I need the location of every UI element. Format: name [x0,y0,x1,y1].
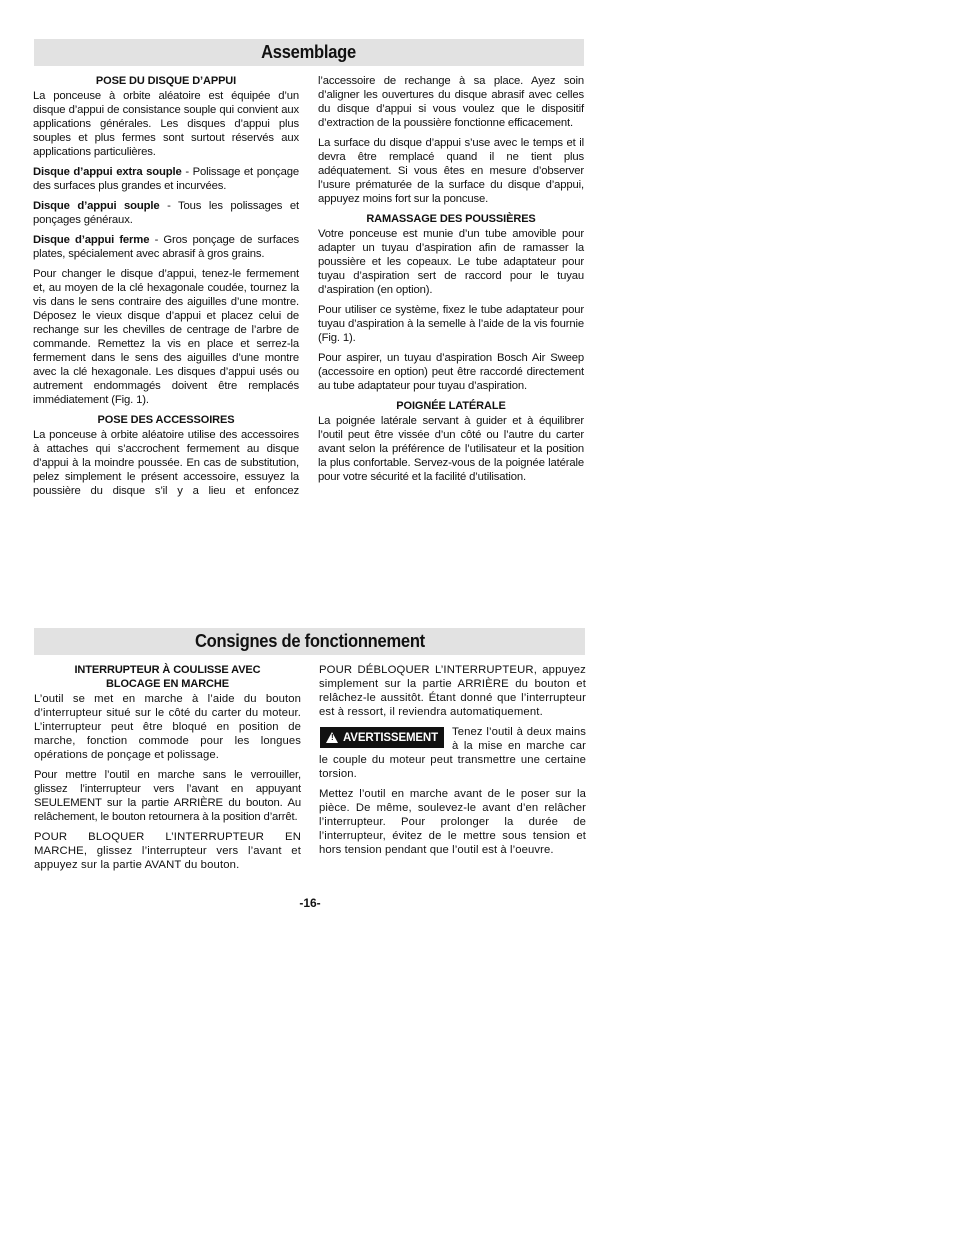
extra-souple-text: - Polissage et ponçage des surfaces plus grandes et incurvées. [33,166,299,192]
accessoire-continuation-paragraph: l’accessoire de rechange à sa place. Ayez soin d’aligner les ouvertures du disque abrasif avec celles du disque d’appui si vous voulez que le dispositif d’extraction de la poussière fonctionne efficacement. [318,75,584,129]
assemblage-title: Assemblage [261,42,357,62]
consignes-right-column [319,663,586,863]
warning-block [319,725,586,781]
debloquer-paragraph: POUR DÉBLOQUER L’INTERRUPTEUR, appuyez simplement sur la partie ARRIÈRE du bouton et relâchez-le aussitôt. Étant donné que l’interrupteur est à ressort, il reviendra automatiquement. [319,664,586,718]
page-number: -16- [299,896,321,910]
ferme-text: - Gros ponçage de surfaces plates, spécialement avec abrasif à gros grains. [33,234,299,260]
surface-disque-paragraph: La surface du disque d’appui s’use avec le temps et il devra être remplacé quand il ne tient plus adéquatement. Si vous êtes en mesure d’observer l’usure prématurée de la surface du disque d’appui, appuyez moins fort sur la poncuse. [318,137,584,205]
warning-triangle-icon: ! [326,732,338,743]
poignee-heading: POIGNÉE LATÉRALE [396,400,506,412]
interrupteur-paragraph-3: POUR BLOQUER L’INTERRUPTEUR EN MARCHE, glissez l’interrupteur vers l’avant et appuyez sur la partie AVANT du bouton. [34,831,301,871]
ferme-term: Disque d’appui ferme [33,234,150,246]
extra-souple-term: Disque d’appui extra souple [33,166,182,178]
assemblage-right-column [318,74,584,490]
changer-disque-paragraph: Pour changer le disque d’appui, tenez-le fermement et, au moyen de la clé hexagonale coudée, tournez la vis dans le sens contraire des aiguilles d’une montre. Déposez le vieux disque d’appui et placez celui de rechange sur les chevilles de centrage de l’arbre de commande. Remettez la vis en place et serrez-la fermement dans le sens des aiguilles d’une montre avec la clé hexagonale. Les disques d’appui usés ou autrement endommagés doivent être remplacés immédiatement (Fig. 1). [33,268,299,406]
assemblage-banner [34,39,584,66]
interrupteur-heading-line2: BLOCAGE EN MARCHE [106,678,229,690]
warning-badge [320,727,444,748]
consignes-banner [34,628,585,655]
pose-accessoires-heading: POSE DES ACCESSOIRES [97,414,235,426]
ramassage-paragraph-3: Pour aspirer, un tuyau d’aspiration Bosch Air Sweep (accessoire en option) peut être raccordé directement au tube adaptateur pour tuyau d’aspiration. [318,352,584,392]
consignes-left-column [34,663,301,878]
warning-text: Tenez l’outil à deux mains à la mise en marche car le couple du moteur peut transmettre une certaine torsion. [319,726,586,780]
interrupteur-heading [34,663,301,691]
interrupteur-paragraph-2: Pour mettre l’outil en marche sans le verrouiller, glissez l’interrupteur vers l’avant en appuyant SEULEMENT sur la partie ARRIÈRE du bouton. Au relâchement, le bouton retournera à la position d’arrêt. [34,769,301,823]
pose-disque-paragraph: La ponceuse à orbite aléatoire est équipée d’un disque d’appui de consistance souple qui convient aux applications générales. Les disques d’appui plus souples et plus fermes sont surtout réservés aux applications particulières. [33,90,299,158]
ramassage-paragraph-2: Pour utiliser ce système, fixez le tube adaptateur pour tuyau d’aspiration à la semelle à l’aide de la vis fournie (Fig. 1). [318,304,584,344]
souple-text: - Tous les polissages et ponçages généraux. [33,200,299,226]
warning-label: AVERTISSEMENT [343,731,438,744]
souple-paragraph [33,199,299,227]
ramassage-paragraph-1: Votre ponceuse est munie d’un tube amovible pour adapter un tuyau d’aspiration afin de ramasser la poussière et les copeaux. Le tube adaptateur pour tuyau d’aspiration sert de raccord pour le tuyau d’aspiration (en option). [318,228,584,296]
ramassage-heading: RAMASSAGE DES POUSSIÈRES [366,213,536,225]
interrupteur-heading-line1: INTERRUPTEUR À COULISSE AVEC [74,664,261,676]
pose-accessoires-paragraph: La ponceuse à orbite aléatoire utilise des accessoires à attaches qui s’accrochent fermement au disque d’appui à la moindre poussée. En cas de substitution, pelez simplement le présent accessoire, essuyez la poussière du disque s’il y a lieu et enfoncez [33,429,299,497]
interrupteur-paragraph-1: L’outil se met en marche à l’aide du bouton d’interrupteur situé sur le côté du carter du moteur. L’interrupteur peut être bloqué en position de marche, fonction commode pour les longues opérations de ponçage et polissage. [34,693,301,761]
assemblage-left-column [33,74,299,504]
mise-en-marche-paragraph: Mettez l’outil en marche avant de le poser sur la pièce. De même, soulevez-le avant d’en relâcher l’interrupteur. Pour prolonger la durée de l’interrupteur, évitez de le mettre sous tension et hors tension pendant que l’outil est à l’oeuvre. [319,788,586,856]
souple-term: Disque d’appui souple [33,200,160,212]
extra-souple-paragraph [33,165,299,193]
poignee-paragraph: La poignée latérale servant à guider et à équilibrer l’outil peut être vissée d’un côté ou l’autre du carter avant selon la préférence de l’utilisateur et la position la plus confortable. Servez-vous de la poignée latérale pour votre sécurité et la facilité d’utilisation. [318,415,584,483]
ferme-paragraph [33,233,299,261]
consignes-title: Consignes de fonctionnement [194,631,425,651]
pose-disque-heading: POSE DU DISQUE D’APPUI [95,75,237,87]
